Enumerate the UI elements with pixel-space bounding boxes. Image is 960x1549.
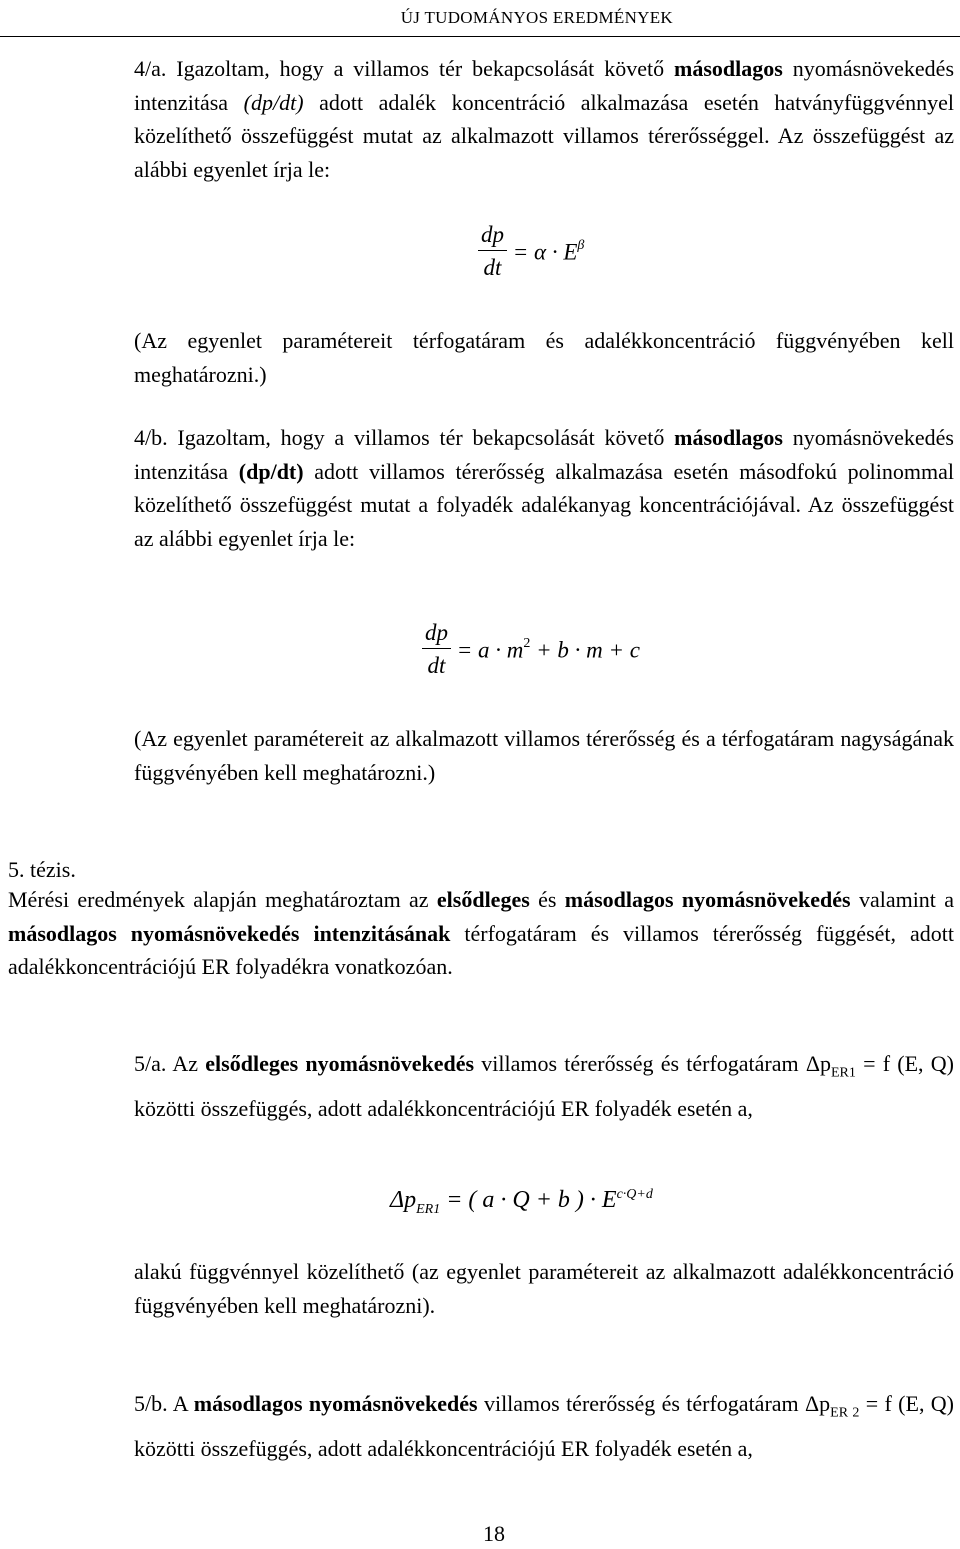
thesis-5a-label: 5/a. (134, 1051, 167, 1076)
thesis-4b-label: 4/b. (134, 425, 168, 450)
thesis-4a-paragraph: 4/a. Igazoltam, hogy a villamos tér bekapcsolását követő másodlagos nyomásnövekedés intenzitása (dp/dt) adott adalék koncentráció alkalmazása esetén hatványfüggvénnyel közelíthető összefüggést mutat az alkalmazott villamos térerősséggel. Az összefüggést az alábbi egyenlet írja le: (134, 56, 955, 182)
thesis-5b-label: 5/b. (134, 1391, 168, 1416)
header-rule (0, 36, 960, 37)
equation-3-note: alakú függvénnyel közelíthető (az egyenlet paramétereit az alkalmazott adalékkoncentráció függvényében kell meghatározni). (134, 1259, 954, 1318)
thesis-5-title: 5. tézis. (8, 857, 76, 882)
equation-exponential: $\Delta p_{ER1}$ = ( a · Q + b ) · $E^{c\cdot Q+d}$ (390, 1187, 653, 1217)
page-number: 18 (483, 1521, 505, 1546)
equation-1-note: (Az egyenlet paramétereit térfogatáram és adalékkoncentráció függvényében kell meghatározni.) (134, 328, 954, 387)
inline-formula: $\Delta p_{ER 2} = f$ (E, Q) (805, 1391, 954, 1421)
thesis-5-paragraph: Mérési eredmények alapján meghatároztam az elsődleges és másodlagos nyomásnövekedés valamint a másodlagos nyomásnövekedés intenzitásának térfogatáram és villamos térerősség függését, adott adalékkoncentrációjú ER folyadékra vonatkozóan. (8, 887, 955, 979)
thesis-4b-paragraph: 4/b. Igazoltam, hogy a villamos tér bekapcsolását követő másodlagos nyomásnövekedés intenzitása (dp/dt) adott villamos térerősség alkalmazása esetén másodfokú polinommal közelíthető összefüggést mutat a folyadék adalékanyag koncentrációjával. Az összefüggést az alábbi egyenlet írja le: (134, 425, 954, 551)
equation-2-note: (Az egyenlet paramétereit az alkalmazott villamos térerősség és a térfogatáram nagyságának függvényében kell meghatározni.) (134, 726, 954, 785)
equation-fraction: $\frac{dp}{dt}$ (478, 220, 507, 285)
thesis-5a-paragraph: 5/a. Az elsődleges nyomásnövekedés villamos térerősség és térfogatáram $\Delta p_{ER1} = f$ (E, Q) közötti összefüggés, adott adalékkoncentrációjú ER folyadék esetén a, (134, 1051, 954, 1122)
inline-formula: $\Delta p_{ER1} = f$ (E, Q) (805, 1051, 954, 1081)
thesis-5b-paragraph: 5/b. A másodlagos nyomásnövekedés villamos térerősség és térfogatáram $\Delta p_{ER 2} = f$ (E, Q) közötti összefüggés, adott adalékkoncentrációjú ER folyadék esetén a, (134, 1391, 954, 1462)
equation-fraction: $\frac{dp}{dt}$ (422, 618, 451, 683)
equation-polynomial: $\frac{dp}{dt}$ = $a \cdot m^2 + b \cdot m + c$ (422, 618, 640, 683)
thesis-4a-label: 4/a. (134, 56, 167, 81)
running-header: ÚJ TUDOMÁNYOS EREDMÉNYEK (400, 8, 673, 27)
equation-power-law: $\frac{dp}{dt}$ = $\alpha \cdot E^\beta$ (478, 220, 584, 285)
